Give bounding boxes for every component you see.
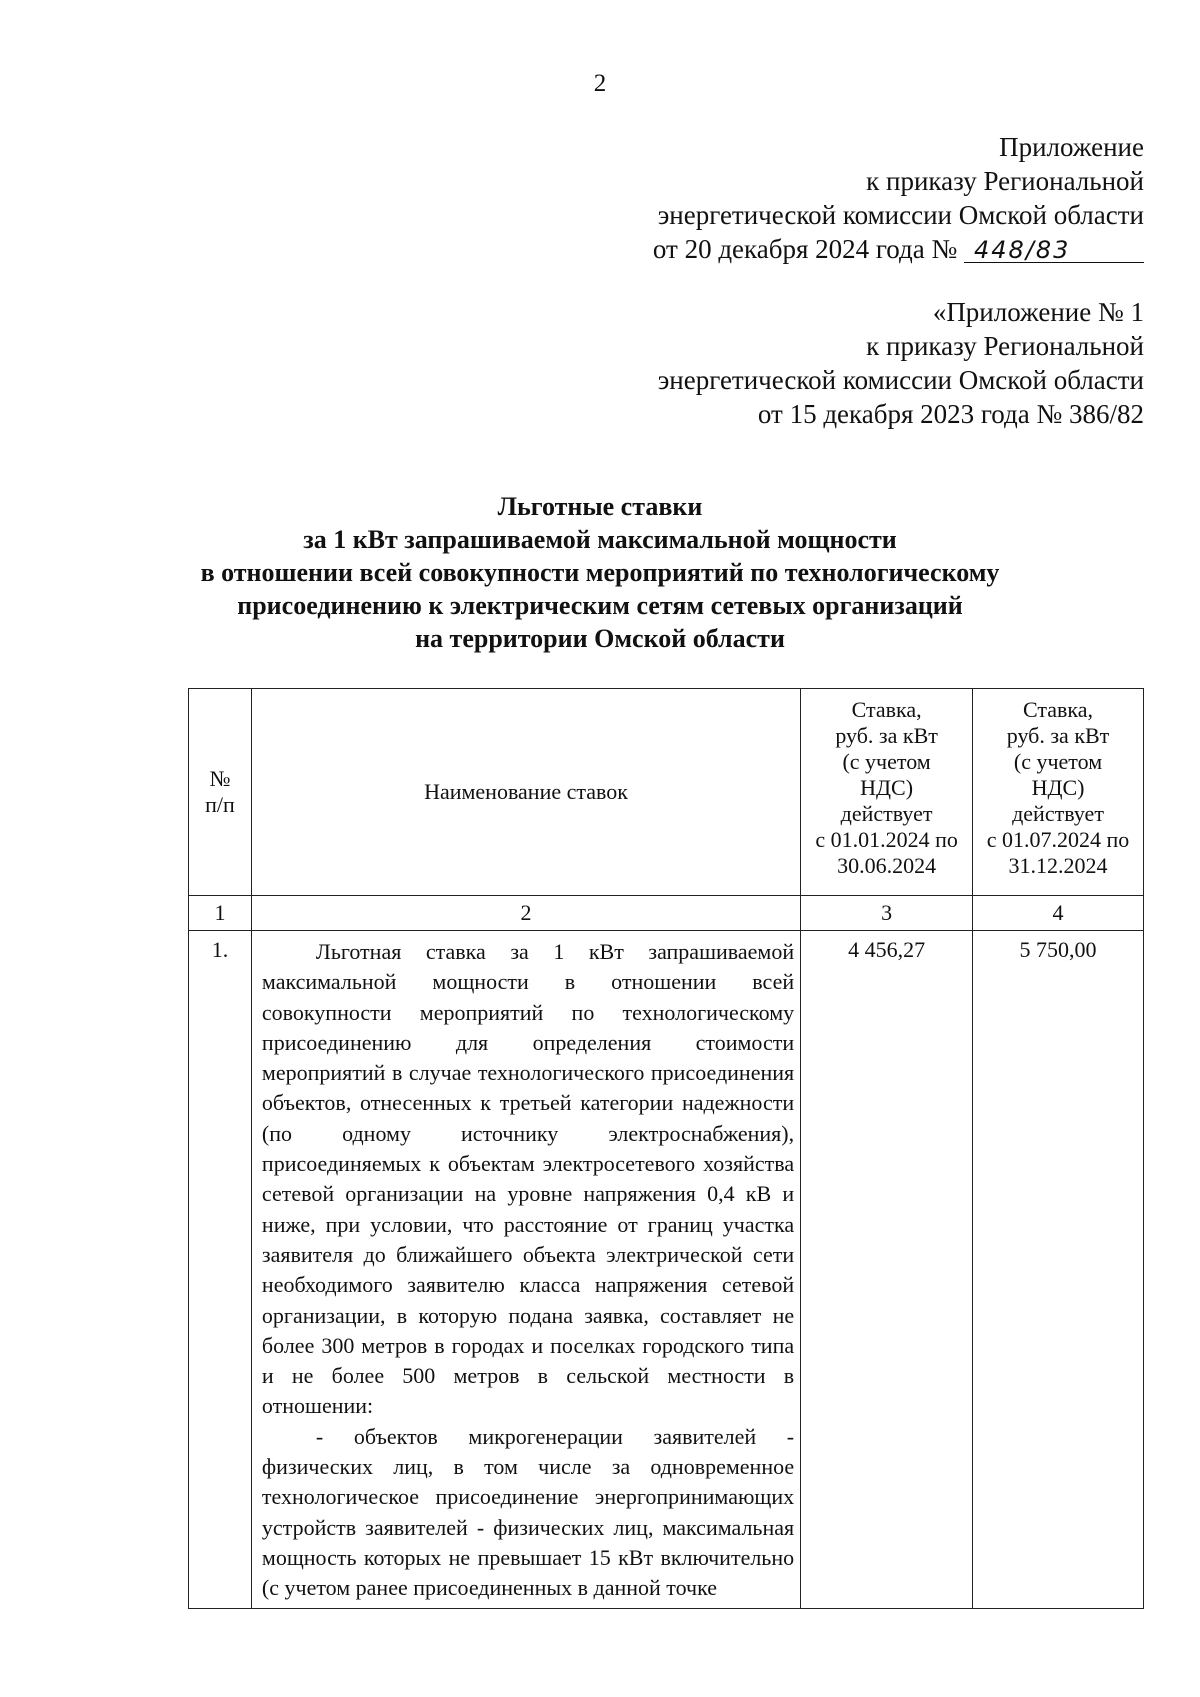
title-line: присоединению к электрическим сетям сетевых организаций bbox=[237, 591, 963, 620]
appendix-label: Приложение bbox=[999, 132, 1144, 162]
title-line: на территории Омской области bbox=[415, 624, 785, 653]
appendix-date-line bbox=[653, 232, 1144, 266]
appendix-commission: энергетической комиссии Омской области bbox=[657, 200, 1144, 230]
rate-description bbox=[251, 931, 800, 1609]
page-number: 2 bbox=[593, 70, 607, 97]
original-appendix-label: «Приложение № 1 bbox=[932, 297, 1144, 327]
rates-table bbox=[188, 688, 1144, 1609]
handwritten-order-number: 448/83 bbox=[964, 238, 1144, 263]
column-number: 4 bbox=[973, 896, 1144, 931]
table-row bbox=[189, 931, 1144, 1609]
header-num: № п/п bbox=[189, 689, 252, 896]
appendix-date: от 20 декабря 2024 года № bbox=[652, 234, 958, 264]
original-appendix-commission: энергетической комиссии Омской области bbox=[657, 365, 1144, 395]
original-appendix-order-ref: к приказу Региональной bbox=[866, 331, 1144, 361]
header-rate-h2: Ставка, руб. за кВт (с учетом НДС) действует с 01.07.2024 по 31.12.2024 bbox=[973, 689, 1144, 896]
header-name: Наименование ставок bbox=[251, 689, 800, 896]
table-header-row bbox=[189, 689, 1144, 896]
appendix-order-ref: к приказу Региональной bbox=[866, 166, 1144, 196]
column-number-row bbox=[189, 896, 1144, 931]
column-number: 1 bbox=[189, 896, 252, 931]
rate-value-h2: 5 750,00 bbox=[973, 931, 1144, 1609]
original-appendix-header bbox=[658, 295, 1144, 431]
title-line: за 1 кВт запрашиваемой максимальной мощности bbox=[303, 525, 897, 554]
rate-description-bullet: - объектов микрогенерации заявителей - физических лиц, в том числе за одновременное технологическое присоединение энергопринимающих устройств заявителей - физических лиц, максимальная мощность которых не превышает 15 кВт включительно (с учетом ранее присоединенных в данной точке bbox=[261, 1423, 795, 1601]
header-rate-h1: Ставка, руб. за кВт (с учетом НДС) действует с 01.01.2024 по 30.06.2024 bbox=[801, 689, 973, 896]
rate-value-h1: 4 456,27 bbox=[801, 931, 973, 1609]
row-number: 1. bbox=[189, 931, 252, 1609]
title-line: в отношении всей совокупности мероприятий по технологическому bbox=[200, 558, 1000, 587]
title-line: Льготные ставки bbox=[497, 492, 703, 521]
document-title bbox=[0, 490, 1200, 655]
appendix-header bbox=[653, 130, 1144, 266]
column-number: 2 bbox=[251, 896, 800, 931]
column-number: 3 bbox=[801, 896, 973, 931]
original-appendix-date: от 15 декабря 2023 года № 386/82 bbox=[757, 399, 1144, 429]
rate-description-text: Льготная ставка за 1 кВт запрашиваемой максимальной мощности в отношении всей совокупности мероприятий по технологическому присоединению для определения стоимости мероприятий в случае технологического присоединения объектов, отнесенных к третьей категории надежности (по одному источнику электроснабжения), присоединяемых к объектам электросетевого хозяйства сетевой организации на уровне напряжения 0,4 кВ и ниже, при условии, что расстояние от границ участка заявителя до ближайшего объекта электрической сети необходимого заявителю класса напряжения сетевой организации, в которую подана заявка, составляет не более 300 метров в городах и поселках городского типа и не более 500 метров в сельской местности в отношении: bbox=[261, 939, 795, 1419]
